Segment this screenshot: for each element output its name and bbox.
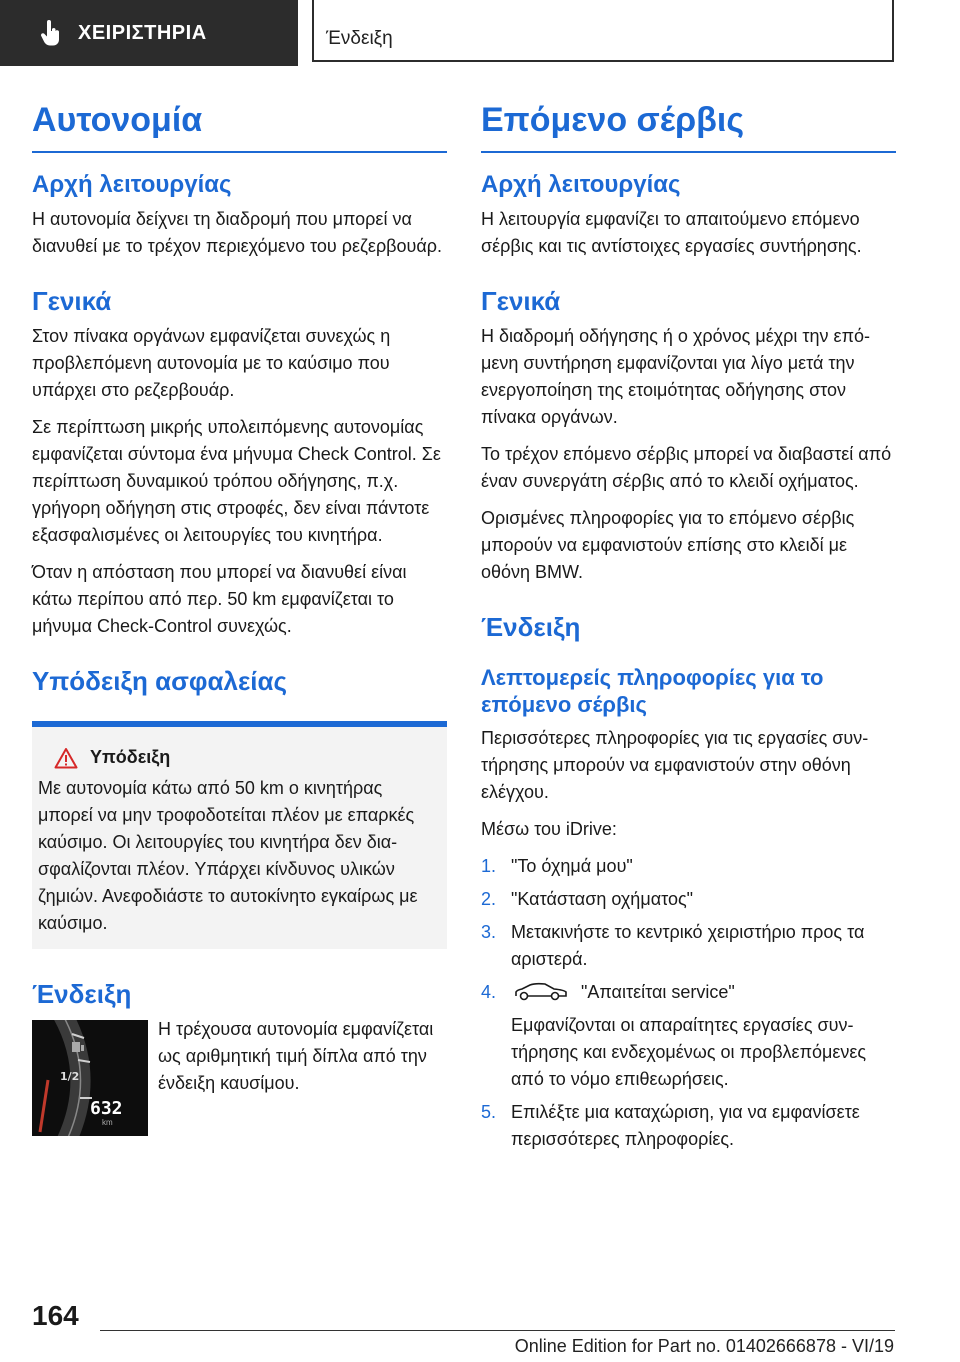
page-header xyxy=(0,0,960,66)
service-display-p1: Περισσότερες πληροφορίες για τις εργασίες συντήρησης μπορούν να εμφανιστούν στην οθόνη ελέγχου. xyxy=(481,727,869,802)
range-display-heading: Ένδειξη xyxy=(32,978,132,1009)
step-4-detail: Εμφανίζονται οι απαραίτητες εργασίες συντήρησης και ενδεχομένως οι προβλεπόμενες από το νόμο επιθεωρήσεις. xyxy=(511,1014,867,1089)
service-general-p3: Ορισμένες πληροφορίες για το επόμενο σέρβις μπορούν να εμφανιστούν επίσης στο κλειδί με οθόνη BMW. xyxy=(481,507,855,582)
step-item: 1. "Το όχημά μου" xyxy=(481,855,633,876)
service-display-heading: Ένδειξη xyxy=(481,611,581,642)
range-principle-heading: Αρχή λειτουργίας xyxy=(32,170,232,198)
range-general-p2: Σε περίπτωση μικρής υπολειπόμενης αυτονομίας εμφανίζεται σύντομα ένα μήνυμα Check Control. Σε περίπτωση δυναμικού τρόπου οδήγησης, π.χ. γρήγορη οδήγηση στις στροφές, δεν είναι πάντοτε εξασφαλισμένες οι λειτουργίες του κινητήρα. xyxy=(32,416,441,545)
range-display-text: Η τρέχουσα αυτονομία εμφανίζεται ως αριθμητική τιμή δίπλα από την ένδειξη καυσίμου. xyxy=(158,1019,434,1094)
service-general-p2: Το τρέχον επόμενο σέρβις μπορεί να διαβαστεί από έναν συνεργάτη σέρβις από το κλειδί οχήματος. xyxy=(481,443,892,491)
warning-box xyxy=(32,721,447,949)
service-title: Επόμενο σέρβις xyxy=(481,100,896,153)
subsection-label: Ένδειξη xyxy=(326,28,393,49)
service-display-p2: Μέσω του iDrive: xyxy=(481,818,617,839)
step-item: 5. Επιλέξτε μια καταχώριση, για να εμφανίσετε περισσότερες πληροφορίες. xyxy=(481,1101,860,1149)
range-principle-text: Η αυτονομία δείχνει τη διαδρομή που μπορεί να διανυθεί με το τρέχον περιεχόμενο του ρεζερβουάρ. xyxy=(32,208,443,256)
range-general-p3: Όταν η απόσταση που μπορεί να διανυθεί είναι κάτω περίπου από περ. 50 km εμφανίζεται το μήνυμα Check-Control συνεχώς. xyxy=(32,561,407,636)
gauge-range-value: 632 xyxy=(90,1098,123,1120)
warning-title: Υπόδειξη xyxy=(90,747,171,768)
hand-pointer-icon xyxy=(40,20,62,46)
safety-heading: Υπόδειξη ασφαλείας xyxy=(32,665,288,696)
step-item: 3. Μετακινήστε το κεντρικό χειριστήριο προς τα αριστερά. xyxy=(481,921,865,969)
section-tab xyxy=(0,0,298,66)
right-column xyxy=(481,100,896,1159)
subsection-tab xyxy=(312,0,894,62)
section-label: ΧΕΙΡΙΣΤΗΡΙΑ xyxy=(78,21,207,44)
step-item: 2. "Κατάσταση οχήματος" xyxy=(481,888,694,909)
warning-text: Με αυτονομία κάτω από 50 km ο κινητήρας μπορεί να μην τροφοδοτείται πλέον με επαρκές καύσιμο. Οι λειτουργίες του κινητήρα δεν διασφαλίζονται πλέον. Υπάρχει κίνδυνος υλικών ζημιών. Ανεφοδιάστε το αυτοκίνητο εγκαίρως με καύσιμο. xyxy=(38,777,418,933)
range-general-p1: Στον πίνακα οργάνων εμφανίζεται συνεχώς η προβλεπόμενη αυτονομία με το καύσιμο που υπάρχει στο ρεζερβουάρ. xyxy=(32,325,391,400)
left-column xyxy=(32,100,447,1136)
service-detail-subheading: Λεπτομερείς πληροφορίες για το επόμενο σέρβις xyxy=(481,664,824,717)
gauge-half-label: 1/2 xyxy=(60,1070,80,1084)
fuel-gauge-image xyxy=(32,1020,148,1136)
range-title: Αυτονομία xyxy=(32,100,447,153)
car-service-icon xyxy=(513,982,569,1002)
footer-divider xyxy=(100,1330,895,1331)
step-item: 4. "Απαιτείται service" Εμφανίζονται οι απαραίτητες εργασίες συντήρησης και ενδεχομένως οι προβλεπόμενες από το νόμο επιθεωρήσεις. xyxy=(481,979,896,1093)
idrive-steps xyxy=(481,853,896,1153)
service-principle-heading: Αρχή λειτουργίας xyxy=(481,170,681,198)
service-general-heading: Γενικά xyxy=(481,285,561,316)
page-number: 164 xyxy=(32,1300,79,1331)
service-principle-text: Η λειτουργία εμφανίζει το απαιτούμενο επόμενο σέρβις και τις αντίστοιχες εργασίες συντήρησης. xyxy=(481,208,862,256)
warning-triangle-icon xyxy=(54,747,78,769)
edition-info: Online Edition for Part no. 01402666878 - VI/19 xyxy=(514,1336,894,1356)
gauge-unit: km xyxy=(102,1118,113,1128)
range-general-heading: Γενικά xyxy=(32,285,112,316)
service-general-p1: Η διαδρομή οδήγησης ή ο χρόνος μέχρι την επόμενη συντήρηση εμφανίζονται για λίγο μετά την ενεργοποίηση της ετοιμότητας οδήγησης στον πίνακα οργάνων. xyxy=(481,325,870,427)
